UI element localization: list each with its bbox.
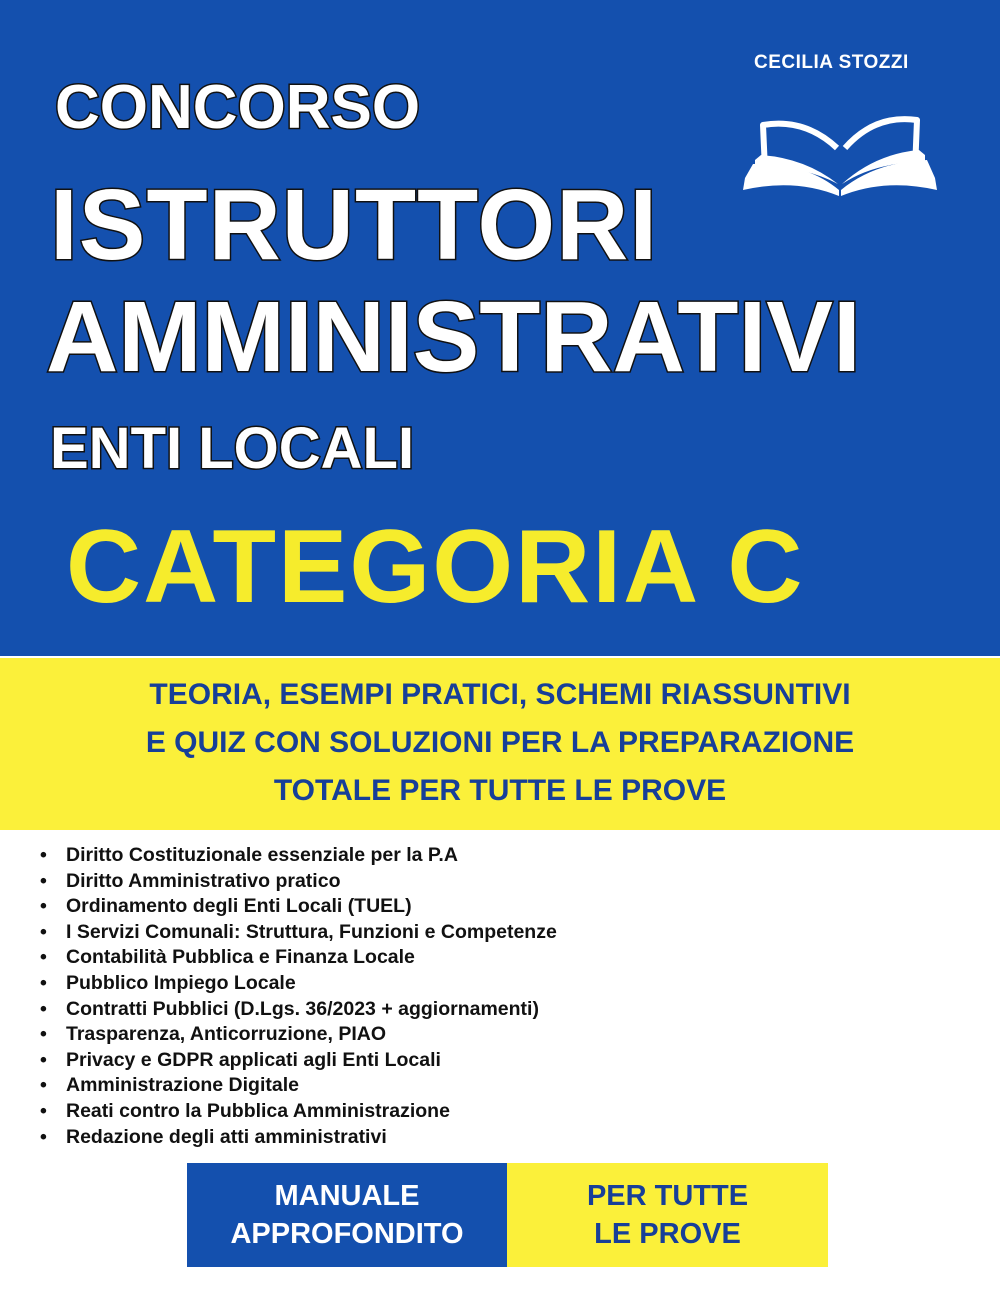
subtitle-line: E QUIZ CON SOLUZIONI PER LA PREPARAZIONE bbox=[145, 726, 855, 759]
list-item: • Reati contro la Pubblica Amministrazione bbox=[40, 1099, 450, 1122]
list-item: • Contratti Pubblici (D.Lgs. 36/2023 + aggiornamenti) bbox=[40, 997, 539, 1020]
badge-text: MANUALE bbox=[274, 1180, 420, 1212]
list-item: • Trasparenza, Anticorruzione, PIAO bbox=[40, 1023, 387, 1046]
badge-text: PER TUTTE bbox=[586, 1180, 749, 1212]
badge-per-tutte-le-prove bbox=[507, 1163, 828, 1267]
list-item: • I Servizi Comunali: Struttura, Funzioni e Competenze bbox=[40, 920, 557, 943]
title-line-amministrativi: AMMINISTRATIVI bbox=[46, 281, 861, 393]
topics-list bbox=[40, 843, 557, 1150]
list-item: • Ordinamento degli Enti Locali (TUEL) bbox=[40, 895, 412, 918]
list-item: • Contabilità Pubblica e Finanza Locale bbox=[40, 946, 415, 969]
title-line-istruttori: ISTRUTTORI bbox=[50, 169, 659, 281]
badge-manuale-approfondito bbox=[187, 1163, 507, 1267]
category-title: CATEGORIA C bbox=[66, 509, 805, 625]
list-item: • Redazione degli atti amministrativi bbox=[40, 1125, 387, 1148]
title-line-enti-locali: ENTI LOCALI bbox=[50, 416, 415, 481]
list-item: • Diritto Amministrativo pratico bbox=[40, 869, 341, 892]
author-name: CECILIA STOZZI bbox=[754, 52, 909, 73]
subtitle-line: TOTALE PER TUTTE LE PROVE bbox=[273, 774, 727, 807]
list-item: • Amministrazione Digitale bbox=[40, 1074, 299, 1097]
list-item: • Privacy e GDPR applicati agli Enti Locali bbox=[40, 1048, 441, 1071]
list-item: • Diritto Costituzionale essenziale per la P.A bbox=[40, 844, 458, 866]
subtitle-band bbox=[0, 658, 1000, 830]
badge-text: APPROFONDITO bbox=[230, 1218, 464, 1250]
title-line-concorso: CONCORSO bbox=[55, 73, 421, 142]
subtitle-line: TEORIA, ESEMPI PRATICI, SCHEMI RIASSUNTIVI bbox=[149, 678, 851, 711]
open-book-icon bbox=[735, 100, 945, 200]
list-item: • Pubblico Impiego Locale bbox=[40, 971, 296, 994]
badge-text: LE PROVE bbox=[594, 1218, 741, 1250]
